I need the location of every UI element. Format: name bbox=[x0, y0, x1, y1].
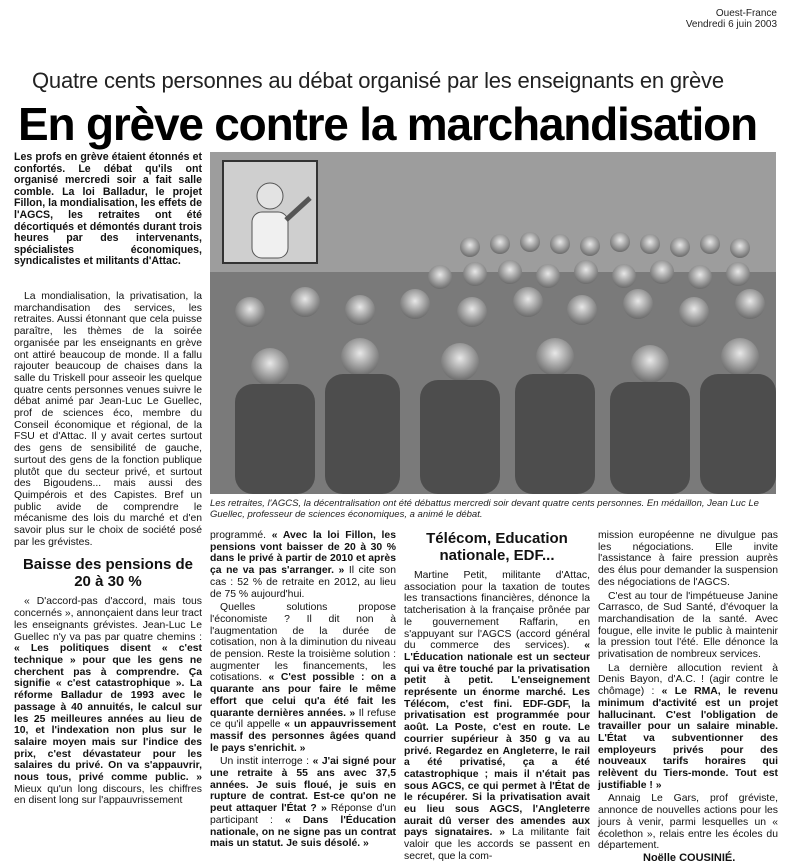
column-1 bbox=[14, 152, 202, 270]
column-2 bbox=[210, 530, 396, 852]
issue-date: Vendredi 6 juin 2003 bbox=[685, 19, 777, 30]
column-3 bbox=[404, 530, 590, 865]
author-signature: Noëlle COUSINIÉ. bbox=[643, 852, 736, 864]
body-paragraph: programmé. « Avec la loi Fillon, les pensions vont baisser de 20 à 30 % dans le privé à partir de 2010 et après ça ne va pas s'arranger. » Il cite son cas : 52 % de retraite en 2012, au lieu de 75 % aujourd'hui. bbox=[210, 530, 396, 600]
body-paragraph: Quelles solutions propose l'économiste ? Il dit non à l'augmentation de la durée de cotisation, non à la diminution du niveau de pension. Reste la troisième solution : augmenter les financements, les cotisations. « C'est possible : on a quarante ans pour faire le même effort que celui qu'a été fait les quarante dernières années. » Il refuse ce qu'il appelle « un appauvrissement massif des personnes âgées quand le pays s'enrichit. » bbox=[210, 602, 396, 754]
body-paragraph: mission européenne ne divulgue pas les négociations. Elle invite l'assistance à faire pression auprès des élus pour demander la suspension des négociations de l'AGCS. bbox=[598, 530, 778, 588]
masthead bbox=[686, 8, 777, 30]
body-paragraph: « D'accord-pas d'accord, mais tous concernés », annonçaient dans leur tract les enseignants grévistes. Jean-Luc Le Guellec n'y va pas par quatre chemins : « Les politiques disent « c'est technique » pour que les gens ne cherchent pas à comprendre. Ça signifie « c'est catastrophique ». La réforme Balladur de 1993 avec le passage à 40 annuités, le calcul sur les 25 meilleures années au lieu de 10, et l'indexation non plus sur le salaire moyen mais sur l'indice des prix, c'est dévastateur pour les salaires du privé. On va s'appauvrir, nous tous, privé comme public. » Mieux qu'un long discours, les chiffres en disent long sur l'appauvrissement bbox=[14, 596, 202, 807]
photo-caption: Les retraites, l'AGCS, la décentralisation ont été débattus mercredi soir devant quatre cents personnes. En médaillon, Jean Luc Le Guellec, professeur de sciences économiques, a animé le débat. bbox=[210, 498, 759, 520]
body-paragraph: Martine Petit, militante d'Attac, association pour la taxation de toutes les transactions financières, dénonce la tatcherisation à la française prônée par le gouvernement Raffarin, en s'appuyant sur l'AGCS (accord général du commerce des services). « L'Éducation nationale est un secteur qui va être touché par la privatisation petit à petit. L'enseignement représente un énorme marché. Les Télécom, c'est fini. EDF-GDF, la privatisation est programmée pour août. La Poste, c'est en route. Le courrier supérieur à 350 g va au privé. Regardez en Angleterre, le rail a été privatisé, ça a été catastrophique ; mais il n'était pas sous AGCS, ce qui permet à l'État de le récupérer. Si la privatisation avait eu lieu sous AGCS, l'Angleterre aurait dû verser des amendes aux pays signataires. » La militante fait valoir que les accords se passent en secret, que la com- bbox=[404, 570, 590, 862]
lead-paragraph: Les profs en grève étaient étonnés et confortés. Le débat qu'ils ont organisé mercredi soir a fait salle comble. La loi Balladur, le projet Fillon, la mondialisation, les effets de l'AGCS, les retraites ont été décortiqués et démontés durant trois heures par des intervenants, spécialistes économiques, syndicalistes et militants d'Attac. bbox=[14, 151, 202, 268]
subheading: Télécom, Education nationale, EDF... bbox=[426, 530, 568, 564]
speaker-illustration bbox=[224, 162, 316, 262]
body-paragraph: Annaig Le Gars, prof gréviste, annonce de nouvelles actions pour les jours à venir, parmi lesquelles un « écolethon », relais entre les écoles du département. bbox=[598, 793, 778, 852]
newspaper-name: Ouest-France bbox=[715, 8, 777, 19]
headline: En grève contre la marchandisation bbox=[18, 98, 757, 150]
body-paragraph: La dernière allocution revient à Denis Bayon, d'A.C. ! (agir contre le chômage) : « Le RMA, le revenu minimum d'activité est un projet hallucinant. C'est l'obligation de travailler pour un salaire minable. L'État va subventionner des employeurs privés pour des nouveaux tarifs horaires qui relèvent du Tiers-monde. Tout est justifiable ! » bbox=[598, 662, 778, 791]
kicker: Quatre cents personnes au débat organisé par les enseignants en grève bbox=[32, 68, 724, 93]
speaker-medallion bbox=[222, 160, 318, 264]
body-paragraph: C'est au tour de l'impétueuse Janine Carrasco, de Sud Santé, d'évoquer la marchandisation de la santé. Avec fougue, elle invite le public à maintenir la pression tout l'été. Elle dénonce la privatisation de nombreux services. bbox=[598, 590, 778, 661]
column-1-body bbox=[14, 291, 202, 809]
body-paragraph: Un instit interroge : « J'ai signé pour une retraite à 55 ans avec 37,5 années. Je suis floué, je suis en rupture de contrat. Est-ce qu'on ne peut attaquer l'État ? » Réponse d'un participant : « Dans l'Éducation nationale, on ne signe pas un contrat mais un statut. Je suis désolé. » bbox=[210, 756, 397, 850]
body-paragraph: La mondialisation, la privatisation, la marchandisation des services, les retraites. Aussi étonnant que cela puisse paraître, les thèmes de la soirée organisée par les enseignants en grève ont attiré beaucoup de monde. Il a fallu rajouter beaucoup de chaises dans la salle du Triskell pour asseoir les quelque quatre cents personnes venues suivre le débat animé par Jean-Luc Le Guellec, prof de sciences éco, membre du Conseil économique et régional, de la FSU et d'Attac. Il y avait certes surtout des gens de sensibilité de gauche, surtout des gens de la fonction publique plutôt que du secteur privé, et surtout des Bigoudens... mais aussi des Quimpérois et des Capistes. Bref un public avide de comprendre le mécanisme des lois du marché et d'en savoir plus sur le choix de société posé par les grévistes. bbox=[14, 291, 202, 548]
subheading: Baisse des pensions de 20 à 30 % bbox=[22, 556, 194, 591]
column-4 bbox=[598, 530, 778, 854]
